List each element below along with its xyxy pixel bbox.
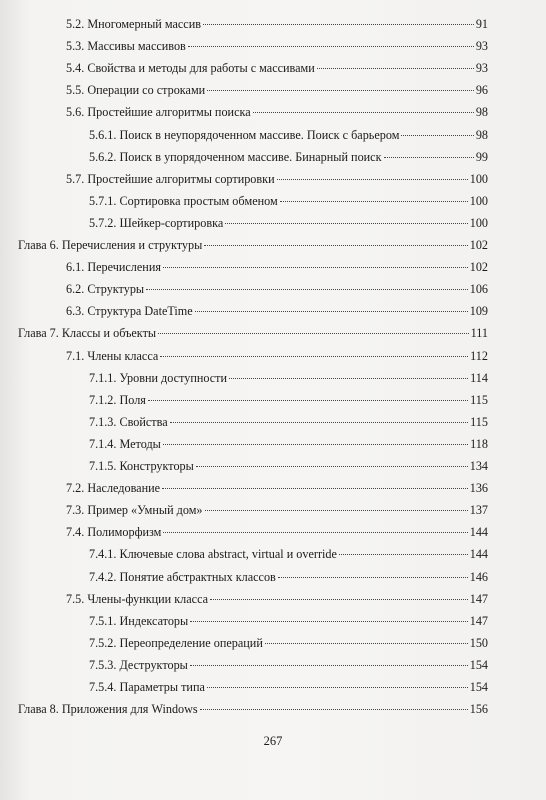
dot-leader [229, 378, 468, 379]
toc-entry [89, 546, 488, 562]
toc-entry [66, 82, 488, 98]
toc-entry-title: 5.5. Операции со строками [66, 83, 206, 98]
toc-entry-title: 7.5.1. Индексаторы [89, 613, 189, 628]
toc-chapter-entry [18, 701, 488, 717]
toc-entry [89, 149, 488, 165]
toc-entry-title: 7.1.4. Методы [89, 436, 161, 451]
toc-entry [89, 657, 488, 673]
toc-entry [66, 16, 488, 32]
toc-entry [66, 502, 488, 518]
toc-entry-title: 7.1. Члены класса [66, 348, 159, 363]
toc-entry [89, 679, 488, 695]
toc-entry-page-number: 111 [470, 326, 488, 341]
dot-leader [162, 488, 468, 489]
dot-leader [207, 90, 474, 91]
toc-entry-page-number: 134 [469, 459, 488, 473]
toc-entry-page-number: 114 [470, 370, 488, 385]
toc-entry-title: 5.6.2. Поиск в упорядоченном массиве. Бинарный поиск [89, 149, 382, 164]
toc-entry-title: 5.6. Простейшие алгоритмы поиска [66, 105, 251, 120]
dot-leader [190, 665, 468, 666]
toc-entry-page-number: 100 [469, 171, 488, 186]
toc-entry-page-number: 93 [475, 39, 488, 54]
toc-entry-title: 7.1.3. Свойства [89, 414, 168, 429]
dot-leader [204, 245, 467, 246]
toc-entry-title: 5.6.1. Поиск в неупорядоченном массиве. Поиск с барьером [89, 127, 400, 142]
toc-entry-page-number: 156 [469, 702, 488, 717]
toc-entry [89, 370, 488, 386]
dot-leader [146, 289, 468, 290]
dot-leader [225, 223, 467, 224]
toc-entry [66, 591, 488, 607]
dot-leader [196, 466, 468, 467]
toc-entry [66, 348, 488, 364]
toc-entry-title: 5.3. Массивы массивов [66, 39, 186, 54]
toc-entry-page-number: 102 [469, 238, 488, 252]
toc-entry-title: 7.2. Наследование [66, 481, 161, 496]
toc-entry-page-number: 144 [469, 547, 488, 562]
dot-leader [160, 356, 468, 357]
toc-entry-title: 7.5.3. Деструкторы [89, 657, 188, 672]
dot-leader [148, 400, 468, 401]
dot-leader [158, 333, 469, 334]
toc-entry-title: 7.4.2. Понятие абстрактных классов [89, 569, 276, 584]
toc-entry [89, 127, 488, 143]
toc-entry-page-number: 96 [475, 83, 488, 98]
dot-leader [401, 135, 473, 136]
dot-leader [163, 532, 467, 533]
dot-leader [210, 599, 468, 600]
toc-entry-title: 7.4.1. Ключевые слова abstract, virtual и override [89, 547, 337, 562]
toc-chapter-entry [18, 325, 488, 341]
toc-entry-title: 7.5. Члены-функции класса [66, 591, 209, 606]
dot-leader [280, 201, 468, 202]
toc-entry-title: 7.5.2. Переопределение операций [89, 635, 263, 650]
toc-entry-page-number: 100 [469, 193, 488, 208]
toc-entry [89, 392, 488, 408]
dot-leader [203, 24, 474, 25]
toc-entry-page-number: 91 [475, 17, 488, 31]
toc-entry-page-number: 100 [469, 215, 488, 230]
toc-entry-title: Глава 6. Перечисления и структуры [18, 238, 203, 252]
dot-leader [190, 621, 468, 622]
toc-entry-title: 7.1.5. Конструкторы [89, 459, 194, 473]
toc-entry-title: 6.1. Перечисления [66, 260, 161, 275]
toc-entry-page-number: 93 [475, 61, 488, 76]
toc-entry-title: Глава 7. Классы и объекты [18, 326, 157, 341]
toc-entry-page-number: 109 [469, 304, 488, 319]
dot-leader [188, 46, 474, 47]
toc-entry [66, 60, 488, 76]
toc-entry-title: 5.7.1. Сортировка простым обменом [89, 193, 278, 208]
dot-leader [200, 709, 468, 710]
dot-leader [265, 643, 468, 644]
toc-entry [89, 436, 488, 452]
toc-entry-page-number: 98 [475, 127, 488, 142]
dot-leader [317, 68, 474, 69]
toc-entry-page-number: 106 [469, 282, 488, 297]
toc-entry [66, 281, 488, 297]
toc-entry-page-number: 115 [470, 414, 488, 429]
toc-entry [66, 524, 488, 540]
toc-entry [66, 259, 488, 275]
toc-entry [89, 193, 488, 209]
toc-entry-page-number: 112 [470, 348, 488, 363]
toc-entry-page-number: 154 [469, 657, 488, 672]
dot-leader [278, 577, 468, 578]
dot-leader [205, 510, 468, 511]
toc-entry-page-number: 137 [469, 503, 488, 518]
toc-entry [89, 414, 488, 430]
toc-entry [66, 104, 488, 120]
toc-entry-page-number: 150 [469, 635, 488, 650]
dot-leader [339, 554, 468, 555]
toc-entry-page-number: 136 [469, 481, 488, 496]
toc-entry [66, 38, 488, 54]
toc-entry-title: 5.2. Многомерный массив [66, 17, 201, 31]
toc-entry-page-number: 98 [475, 105, 488, 120]
toc-entry-page-number: 144 [469, 525, 488, 540]
toc-entry-title: Глава 8. Приложения для Windows [18, 702, 198, 717]
page-number: 267 [263, 734, 283, 748]
toc-entry-title: 6.2. Структуры [66, 282, 145, 297]
dot-leader [277, 179, 468, 180]
toc-entry-page-number: 146 [469, 569, 488, 584]
toc-entry-title: 7.3. Пример «Умный дом» [66, 503, 203, 518]
toc-chapter-entry [18, 237, 488, 253]
toc-entry [89, 458, 488, 474]
toc-entry-page-number: 115 [470, 392, 488, 407]
toc-entry [66, 480, 488, 496]
toc-entry-title: 7.5.4. Параметры типа [89, 680, 205, 694]
dot-leader [163, 267, 468, 268]
toc-entry-title: 7.1.1. Уровни доступности [89, 370, 228, 385]
dot-leader [170, 422, 469, 423]
dot-leader [207, 687, 468, 688]
toc-entry [66, 303, 488, 319]
toc-entry-title: 5.7. Простейшие алгоритмы сортировки [66, 171, 275, 186]
toc-entry [89, 635, 488, 651]
toc-entry-page-number: 154 [469, 680, 488, 694]
toc-entry-page-number: 102 [469, 260, 488, 275]
dot-leader [163, 444, 468, 445]
dot-leader [195, 311, 468, 312]
toc-entry-page-number: 118 [470, 436, 488, 451]
toc-entry [89, 569, 488, 585]
dot-leader [253, 112, 474, 113]
toc-entry-page-number: 147 [469, 591, 488, 606]
toc-entry [89, 215, 488, 231]
toc-entry-title: 5.4. Свойства и методы для работы с массивами [66, 61, 315, 76]
toc-entry-title: 7.1.2. Поля [89, 392, 146, 407]
toc-entry-page-number: 99 [475, 149, 488, 164]
toc-entry [66, 171, 488, 187]
dot-leader [384, 157, 474, 158]
toc-entry-title: 6.3. Структура DateTime [66, 304, 193, 319]
toc-entry-title: 7.4. Полиморфизм [66, 525, 162, 540]
toc-entry-page-number: 147 [469, 613, 488, 628]
toc-entry-title: 5.7.2. Шейкер-сортировка [89, 215, 224, 230]
toc-entry [89, 613, 488, 629]
